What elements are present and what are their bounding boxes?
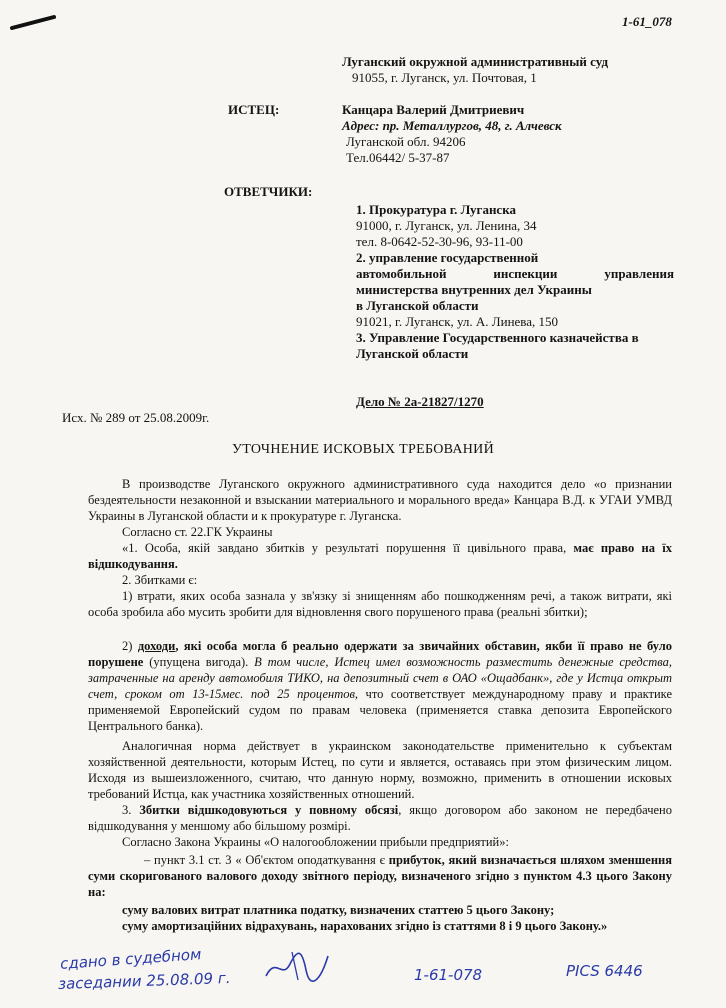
court-name: Луганский окружной административный суд bbox=[342, 54, 609, 69]
plaintiff-name: Канцара Валерий Дмитриевич bbox=[342, 102, 525, 117]
full-compensation-emphasis: Збитки відшкодовуються у повному обсязі bbox=[139, 803, 399, 817]
paragraph-article-point-1 bbox=[88, 540, 672, 572]
defendant-2-word-2: инспекции bbox=[493, 266, 558, 281]
lost-profit-definition: , які особа могла б реально одержати за звичайних обставин, якби її право не було порушене bbox=[88, 639, 672, 669]
paragraph-case-intro: В производстве Луганского окружного административного суда находится дело «о признании бездеятельности незаконной и взыскании материального и морального вреда» Канцара В.Д. к УГАИ УМВД Украины в Луганской области и к прокуратуре г. Луганска. bbox=[88, 477, 672, 523]
document-code: 1-61_078 bbox=[622, 14, 672, 29]
lost-profit-term: (упущена вигода). bbox=[143, 655, 255, 669]
paragraph-full-compensation bbox=[88, 802, 672, 834]
defendant-1-name: 1. Прокуратура г. Луганска bbox=[356, 202, 516, 217]
lost-profit-keyword: доходи bbox=[137, 639, 176, 653]
plaintiff-region: Луганской обл. 94206 bbox=[346, 134, 466, 149]
defendant-2-word-3: управления bbox=[604, 266, 674, 281]
lost-profit-justification: что соответствует международному праву и практике применяемой Европейский судом по правам человека (применяется ставка депозита Европейского Центрального банка). bbox=[88, 687, 672, 733]
defendant-3-line-1: 3. Управление Государственного казначейства в bbox=[356, 330, 639, 345]
defendant-2-line-4: в Луганской области bbox=[356, 298, 479, 313]
paragraph-real-losses: 1) втрати, яких особа зазнала у зв'язку зі знищенням або пошкодженням речі, а також витрати, які особа зробила або мусить зробити для відновлення свого порушеного права (реальні збитки); bbox=[88, 589, 672, 619]
paragraph-gross-expenses: суму валових витрат платника податку, визначених статтею 5 цього Закону; bbox=[122, 903, 555, 917]
full-compensation-number: 3. bbox=[122, 803, 140, 817]
case-number: Дело № 2а-21827/1270 bbox=[356, 394, 484, 409]
defendant-3-line-2: Луганской области bbox=[356, 346, 469, 361]
defendant-2-address: 91021, г. Луганск, ул. А. Линева, 150 bbox=[356, 314, 559, 329]
defendant-2-line-1: 2. управление государственной bbox=[356, 250, 539, 265]
handwritten-note-line-1: сдано в судебном bbox=[59, 945, 202, 973]
handwritten-signature bbox=[262, 946, 332, 986]
article-point-1-emphasis: має право на їх відшкодування. bbox=[88, 541, 672, 571]
court-address: 91055, г. Луганск, ул. Почтовая, 1 bbox=[352, 70, 537, 85]
tax-object-intro: – пункт 3.1 ст. 3 « Об'єктом оподаткування є bbox=[144, 853, 389, 867]
paragraph-article-ref: Согласно ст. 22.ГК Украины bbox=[122, 525, 273, 539]
tax-object-definition: прибуток, який визначається шляхом зменшення суми скоригованого валового доходу звітного періоду, визначеного згідно з пунктом 4.3 цього Закону на: bbox=[88, 853, 672, 899]
handwritten-code: 1-61-078 bbox=[414, 966, 483, 984]
full-compensation-text: , якщо договором або законом не передбачено відшкодування у меншому або більшому розмірі. bbox=[88, 803, 672, 833]
paragraph-tax-law: Согласно Закона Украины «О налогообложении прибыли предприятий»: bbox=[122, 835, 509, 849]
defendants-label: ОТВЕТЧИКИ: bbox=[224, 184, 313, 199]
defendant-1-phone: тел. 8-0642-52-30-96, 93-11-00 bbox=[356, 234, 523, 249]
outgoing-number: Исх. № 289 от 25.08.2009г. bbox=[62, 410, 210, 425]
lost-profit-claim: В том числе, Истец имел возможность разместить денежные средства, затраченные на аренду автомобиля ТИКО, на депозитный счет в ОАО «Ощадбанк», где у Истца открыт счет, сроком от 13-15мес. под 25 процентов, bbox=[88, 655, 672, 701]
plaintiff-label: ИСТЕЦ: bbox=[228, 102, 280, 117]
defendant-2-word-1: автомобильной bbox=[356, 266, 447, 281]
lost-profit-number: 2) bbox=[122, 639, 138, 653]
paragraph-losses-heading: 2. Збитками є: bbox=[122, 573, 198, 587]
handwritten-reference: PICS 6446 bbox=[566, 962, 643, 980]
paragraph-lost-profit bbox=[88, 638, 672, 734]
pen-stroke-mark bbox=[10, 14, 58, 30]
paragraph-depreciation: суму амортизаційних відрахувань, нарахованих згідно із статтями 8 і 9 цього Закону.» bbox=[122, 919, 608, 933]
handwritten-note-line-2: заседании 25.08.09 г. bbox=[57, 968, 231, 994]
defendant-2-line-3: министерства внутренних дел Украины bbox=[356, 282, 592, 297]
paragraph-analogous-norm: Аналогичная норма действует в украинском законодательстве применительно к субъектам хозяйственной деятельности, которым Истец, по сути и является, оставаясь при этом физическим лицом. Исходя из вышеизложенного, считаю, что данную норму, возможно, применить в отношении исковых требований Истца, как участника хозяйственных отношений. bbox=[88, 739, 672, 801]
article-point-1-text: «1. Особа, якій завдано збитків у результаті порушення її цивільного права, bbox=[122, 541, 574, 555]
plaintiff-address: Адрес: пр. Металлургов, 48, г. Алчевск bbox=[342, 118, 562, 133]
defendant-2-line-2 bbox=[356, 266, 674, 282]
document-title: УТОЧНЕНИЕ ИСКОВЫХ ТРЕБОВАНИЙ bbox=[231, 442, 495, 457]
paragraph-tax-object bbox=[88, 852, 672, 900]
plaintiff-phone: Тел.06442/ 5-37-87 bbox=[346, 150, 450, 165]
defendant-1-address: 91000, г. Луганск, ул. Ленина, 34 bbox=[356, 218, 537, 233]
